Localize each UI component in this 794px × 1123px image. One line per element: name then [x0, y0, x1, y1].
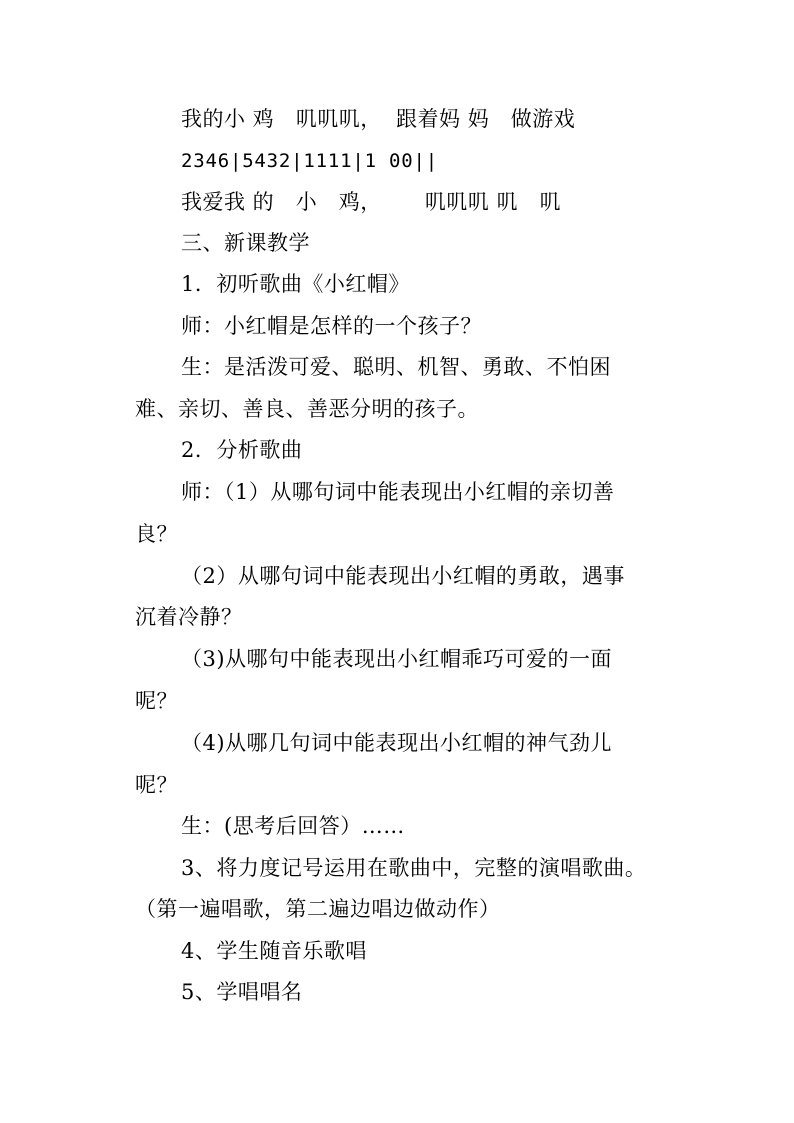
teacher-question: 师：小红帽是怎样的一个孩子？	[181, 314, 482, 338]
step-3-line-2: （第一遍唱歌，第二遍边唱边做动作）	[135, 897, 501, 921]
question-4-line-1: （4)从哪几句词中能表现出小红帽的神气劲儿	[181, 731, 613, 755]
question-4-line-2: 呢？	[135, 773, 178, 797]
step-1-heading: 1．初听歌曲《小红帽》	[181, 272, 410, 296]
step-5: 5、学唱唱名	[181, 980, 303, 1004]
section-heading: 三、新课教学	[181, 231, 310, 255]
lyric-line-1: 我的小 鸡 叽叽叽， 跟着妈 妈 做游戏	[181, 107, 576, 131]
step-3-line-1: 3、将力度记号运用在歌曲中，完整的演唱歌曲。	[181, 856, 647, 880]
student-reply: 生：(思考后回答）……	[181, 814, 405, 838]
question-1-line-1: 师：（1）从哪句词中能表现出小红帽的亲切善	[181, 480, 615, 504]
question-3-line-2: 呢？	[135, 689, 178, 713]
notation-line: 2346|5432|1111|1 00||	[181, 150, 439, 172]
step-4: 4、学生随音乐歌唱	[181, 939, 367, 963]
lyric-line-2: 我爱我 的 小 鸡， 叽叽叽 叽 叽	[181, 190, 561, 214]
question-2-line-1: （2）从哪句词中能表现出小红帽的勇敢，遇事	[181, 564, 625, 588]
question-3-line-1: （3)从哪句中能表现出小红帽乖巧可爱的一面	[181, 647, 613, 671]
step-2-heading: 2．分析歌曲	[181, 438, 303, 462]
question-2-line-2: 沉着冷静？	[135, 605, 243, 629]
student-answer-line-1: 生：是活泼可爱、聪明、机智、勇敢、不怕困	[181, 355, 611, 379]
student-answer-line-2: 难、亲切、善良、善恶分明的孩子。	[135, 397, 479, 421]
question-1-line-2: 良？	[135, 522, 178, 546]
